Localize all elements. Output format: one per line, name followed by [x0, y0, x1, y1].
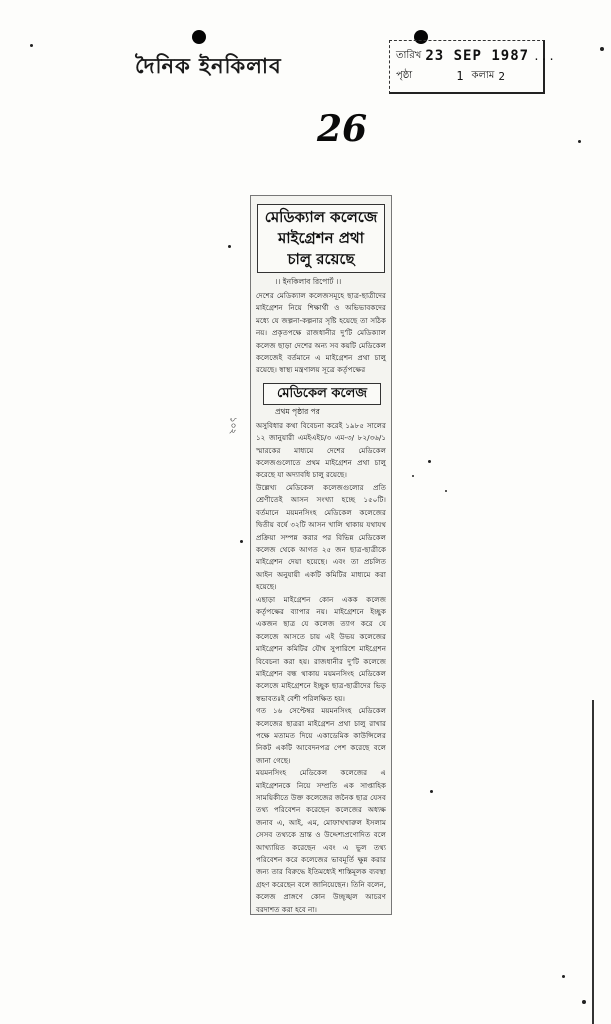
- punch-hole: [192, 30, 206, 44]
- paragraph: গত ১৬ সেপ্টেম্বর ময়মনসিংহ মেডিকেল কলেজের ছাত্ররা মাইগ্রেশন প্রথা চালু রাখার পক্ষে মতামত দিয়ে একাডেমিক কাউন্সিলের নিকট একটি আবেদনপত্র পেশ করেছে বলে জানা গেছে।: [256, 706, 386, 765]
- report-credit: ।। ইনকিলাব রিপোর্ট ।।: [275, 277, 342, 286]
- paragraph: উল্লেখ্য মেডিকেল কলেজগুলোর প্রতি শ্রেণীতেই আসন সংখ্যা হচ্ছে ১৫০টি। বর্তমানে ময়মনসিংহ মেডিকেল কলেজের দ্বিতীয় বর্ষে ৩২টি আসন খালি থাকায় যথাযথ প্রক্রিয়া সম্পন্ন করার পর বিভিন্ন মেডিকেল কলেজ থেকে আগত ২৫ জন ছাত্র-ছাত্রীকে মাইগ্রেশন দেয়া হয়েছে। এবং তা প্রচলিত আইন অনুযায়ী একটি কমিটির মাধ্যমে করা হয়েছে।: [256, 482, 386, 592]
- headline-line: চালু রয়েছে: [287, 250, 355, 268]
- newspaper-name: দৈনিক ইনকিলাব: [135, 54, 282, 78]
- stamp-page-value: 1: [456, 69, 464, 83]
- scan-speck: [228, 245, 231, 248]
- news-clipping: [250, 195, 392, 915]
- paragraph: দেশের মেডিক্যাল কলেজসমূহে ছাত্র-ছাত্রীদের মাইগ্রেশন নিয়ে শিক্ষার্থী ও অভিভাবকদের মধ্যে যে জল্পনা-কল্পনার সৃষ্টি হয়েছে তা সঠিক নয়। প্রকৃতপক্ষে রাজধানীর দু'টি মেডিক্যাল কলেজ ছাড়া দেশের অন্য সব কয়টি মেডিকেল কলেজেই বর্তমানে এ মাইগ্রেশন প্রথা চালু রয়েছে। স্বাস্থ্য মন্ত্রণালয় সূত্রে কর্তৃপক্ষের: [256, 291, 386, 375]
- article-body-part2: [251, 420, 391, 915]
- stamp-date-label: তারিখ: [396, 49, 422, 61]
- stamp-column-value: 2: [498, 69, 505, 83]
- stamp-dots: ...: [533, 49, 556, 63]
- continuation-subhead: মেডিকেল কলেজ: [263, 383, 381, 405]
- scan-speck: [240, 540, 243, 543]
- paragraph: এছাড়া মাইগ্রেশন কোন একক কলেজ কর্তৃপক্ষের ব্যাপার নয়। মাইগ্রেশনে ইচ্ছুক একজন ছাত্র যে কলেজ ত্যাগ করে যে কলেজে আসতে চায় এই উভয় কলেজের মাইগ্রেশন কমিটির যৌথ সুপারিশে মাইগ্রেশন বিবেচনা করা হয়। রাজধানীর দু'টি কলেজে মাইগ্রেশন বন্ধ থাকায় ময়মনসিংহ মেডিকেল কলেজে মাইগ্রেশনে ইচ্ছুক ছাত্র-ছাত্রীদের ভিড় স্বভাবতঃই বেশী পরিলক্ষিত হয়।: [256, 594, 386, 703]
- side-note: ১০২: [227, 416, 238, 435]
- scan-speck: [582, 1000, 586, 1004]
- stamp-column-label: কলাম: [471, 69, 495, 81]
- scan-speck: [428, 460, 431, 463]
- scan-speck: [430, 790, 433, 793]
- article-body-part1: [251, 290, 391, 377]
- scan-speck: [30, 44, 33, 47]
- continued-note: প্রথম পৃষ্ঠার পর: [275, 406, 320, 416]
- scan-speck: [445, 490, 447, 492]
- paragraph: অসুবিধার কথা বিবেচনা করেই ১৯৮৫ সালের ১২ জানুয়ারী এমইএইচ/৩ এম-৩/ ৮২/৩৬/১ স্মারকের মাধ্যমে দেশের মেডিকেল কলেজগুলোতে প্রথম মাইগ্রেশন প্রথা চালু করেছে যা অদ্যাবধি চালু রয়েছে।: [256, 420, 386, 480]
- headline-line: মাইগ্রেশন প্রথা: [277, 229, 365, 247]
- scan-speck: [562, 975, 565, 978]
- headline: [257, 204, 385, 273]
- scan-speck: [600, 47, 604, 51]
- date-stamp: [389, 40, 556, 94]
- paragraph: ময়মনসিংহ মেডিকেল কলেজের এ মাইগ্রেশনকে নিয়ে সম্প্রতি এক সাপ্তাহিক সাময়িকীতে উক্ত কলেজের জনৈক ছাত্র যেসব তথ্য পরিবেশন করেছেন কলেজের অধ্যক্ষ জনাব এ, আই, এম, মোফাখখারুল ইসলাম সেসব তথ্যকে ভ্রান্ত ও উদ্দেশ্যপ্রণোদিত বলে আখ্যায়িত করেছেন এবং এ ভুল তথ্য পরিবেশন করে কলেজের ভাবমূর্তি ক্ষুন্ন করার জন্য তার বিরুদ্ধে ইতিমধ্যেই শাস্তিমূলক ব্যবস্থা গ্রহণ করেছেন বলে জানিয়েছেন। তিনি বলেন, কলেজ প্রাঙ্গণে কোন উচ্ছৃঙ্খল আচরণ বরদাশত করা হবে না।: [256, 768, 386, 914]
- stamp-page-label: পৃষ্ঠা: [396, 69, 413, 81]
- scan-speck: [578, 140, 581, 143]
- stamp-date: 23 SEP 1987: [425, 48, 530, 64]
- scan-speck: [412, 475, 414, 477]
- handwritten-number: 26: [317, 108, 368, 150]
- page-edge-crease: [592, 700, 594, 1024]
- headline-line: মেডিক্যাল কলেজে: [264, 208, 378, 226]
